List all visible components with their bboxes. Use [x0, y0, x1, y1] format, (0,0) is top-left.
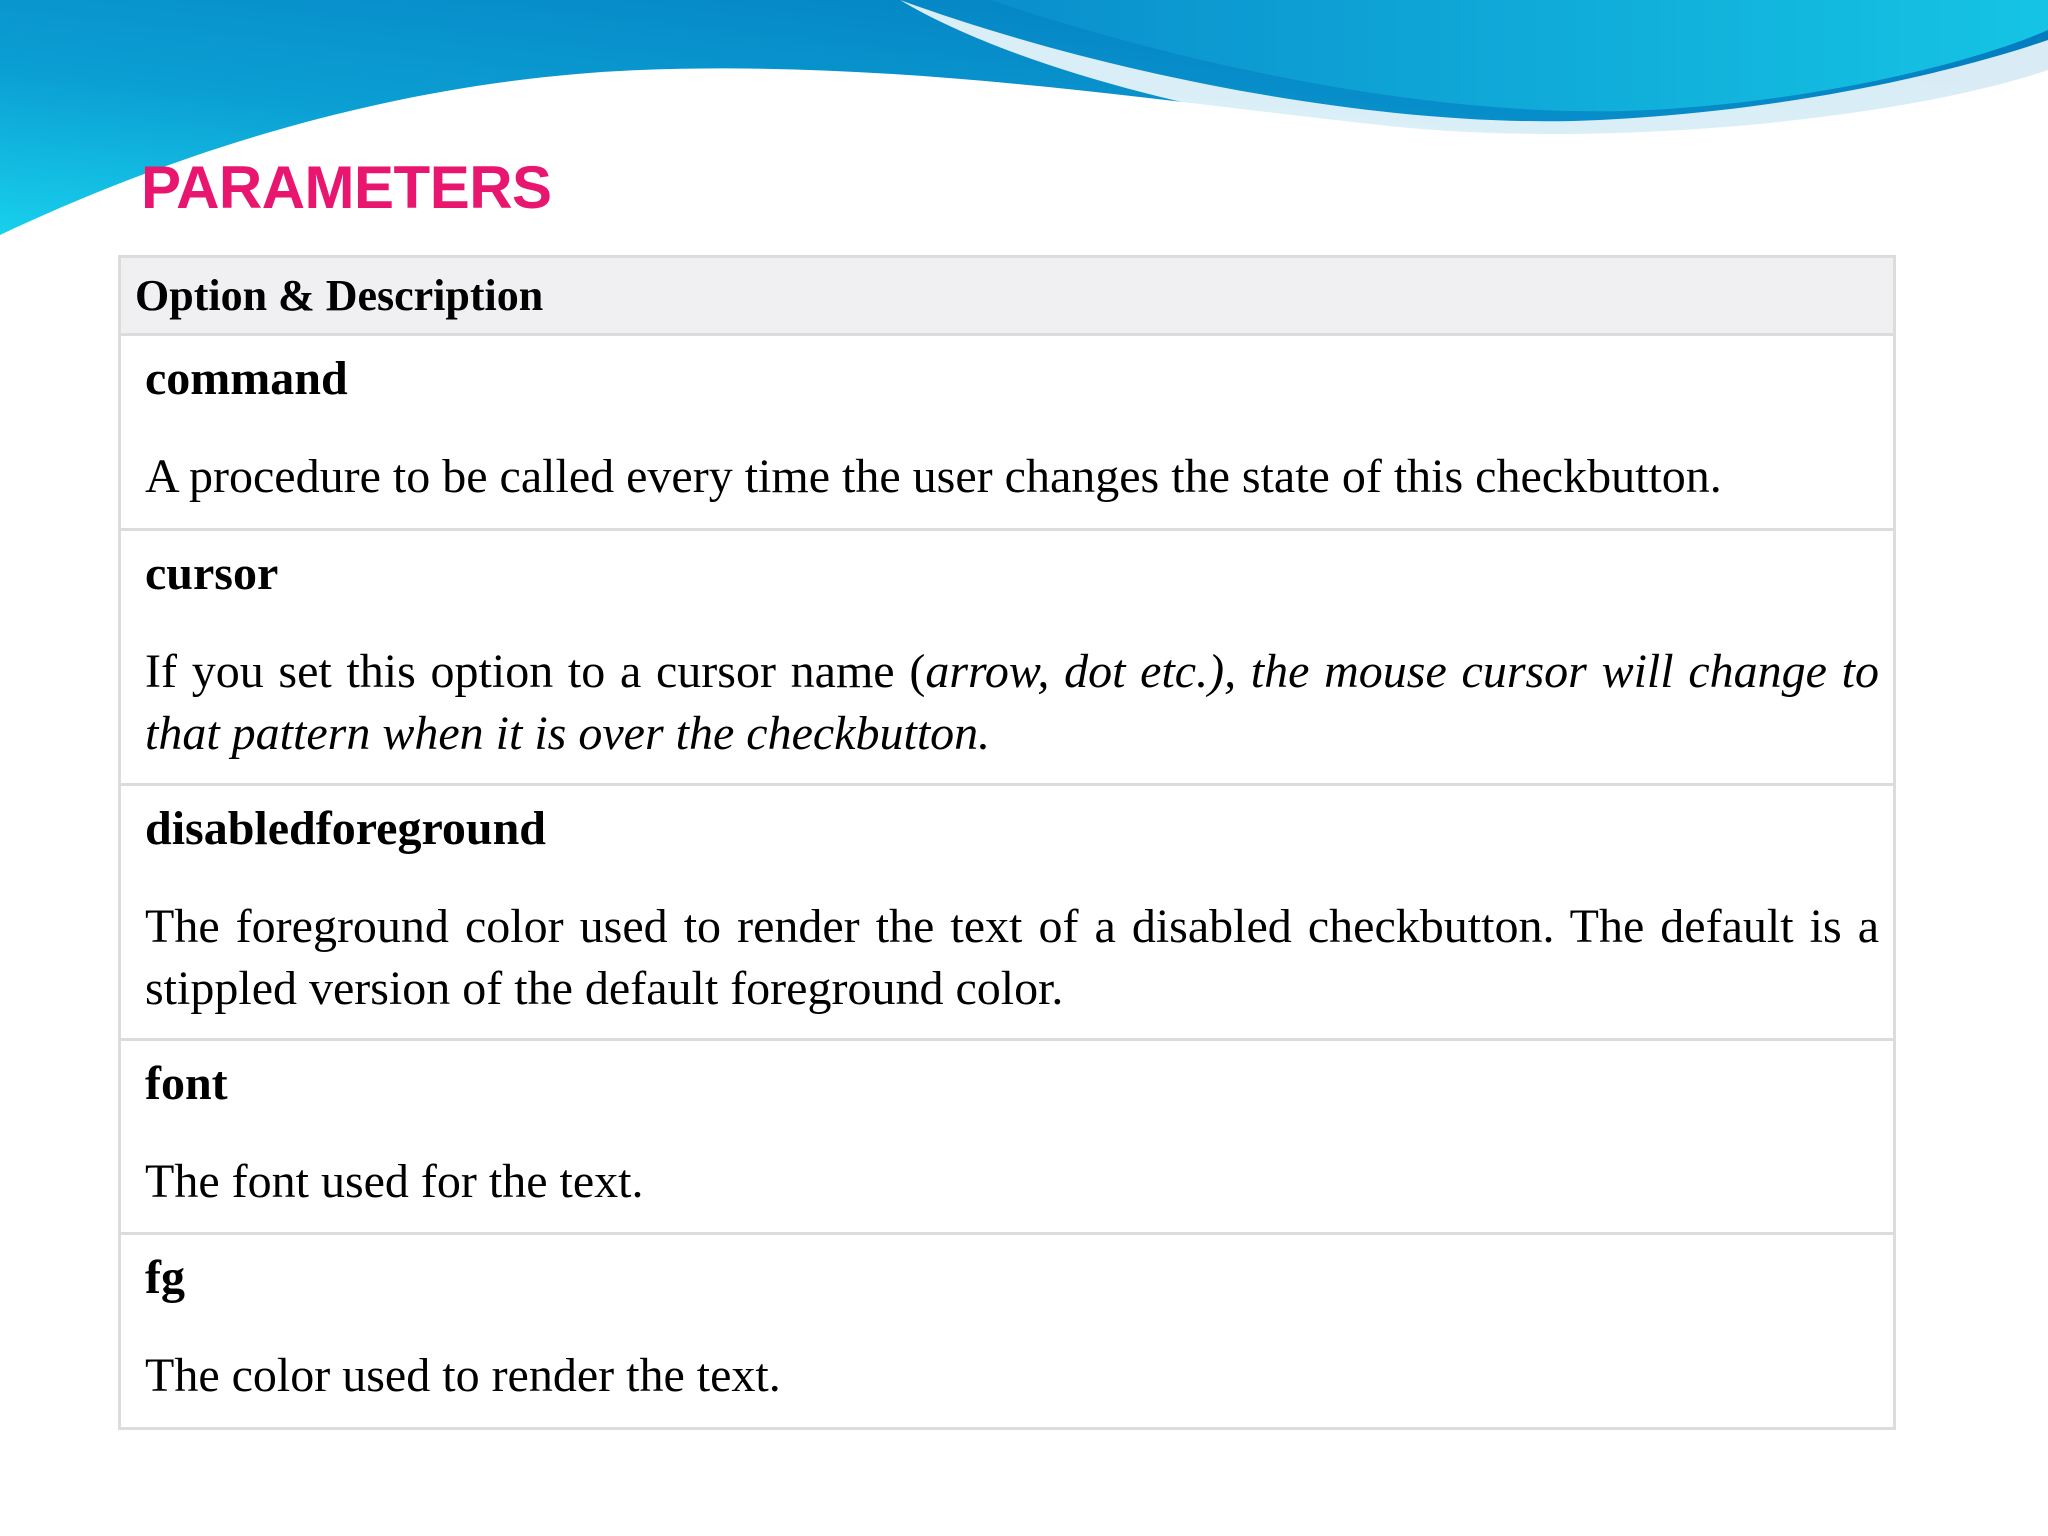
table-row-font: [121, 1041, 1893, 1235]
option-description: The font used for the text.: [145, 1155, 644, 1208]
option-description-italic: arrow, dot etc.), the mouse cursor will change to that pattern when it is over the checkbutton.: [145, 645, 1879, 760]
option-name: fg: [145, 1251, 185, 1304]
table-header: Option & Description: [121, 258, 1893, 336]
table-row-command: [121, 336, 1893, 531]
option-description-plain: If you set this option to a cursor name (: [145, 645, 926, 698]
option-name: command: [145, 352, 348, 405]
option-description: [145, 605, 1879, 777]
option-name: font: [145, 1057, 228, 1110]
option-description: The foreground color used to render the text of a disabled checkbutton. The default is a stippled version of the default foreground color.: [145, 900, 1879, 1015]
table-row-fg: [121, 1235, 1893, 1427]
option-description: A procedure to be called every time the user changes the state of this checkbutton.: [145, 450, 1722, 503]
table-row-cursor: [121, 531, 1893, 786]
slide-title: PARAMETERS: [141, 154, 552, 221]
table-row-disabledforeground: [121, 786, 1893, 1041]
option-name: cursor: [145, 547, 279, 600]
option-description: The color used to render the text.: [145, 1349, 781, 1402]
parameters-table: [118, 255, 1896, 1430]
option-name: disabledforeground: [145, 802, 546, 855]
